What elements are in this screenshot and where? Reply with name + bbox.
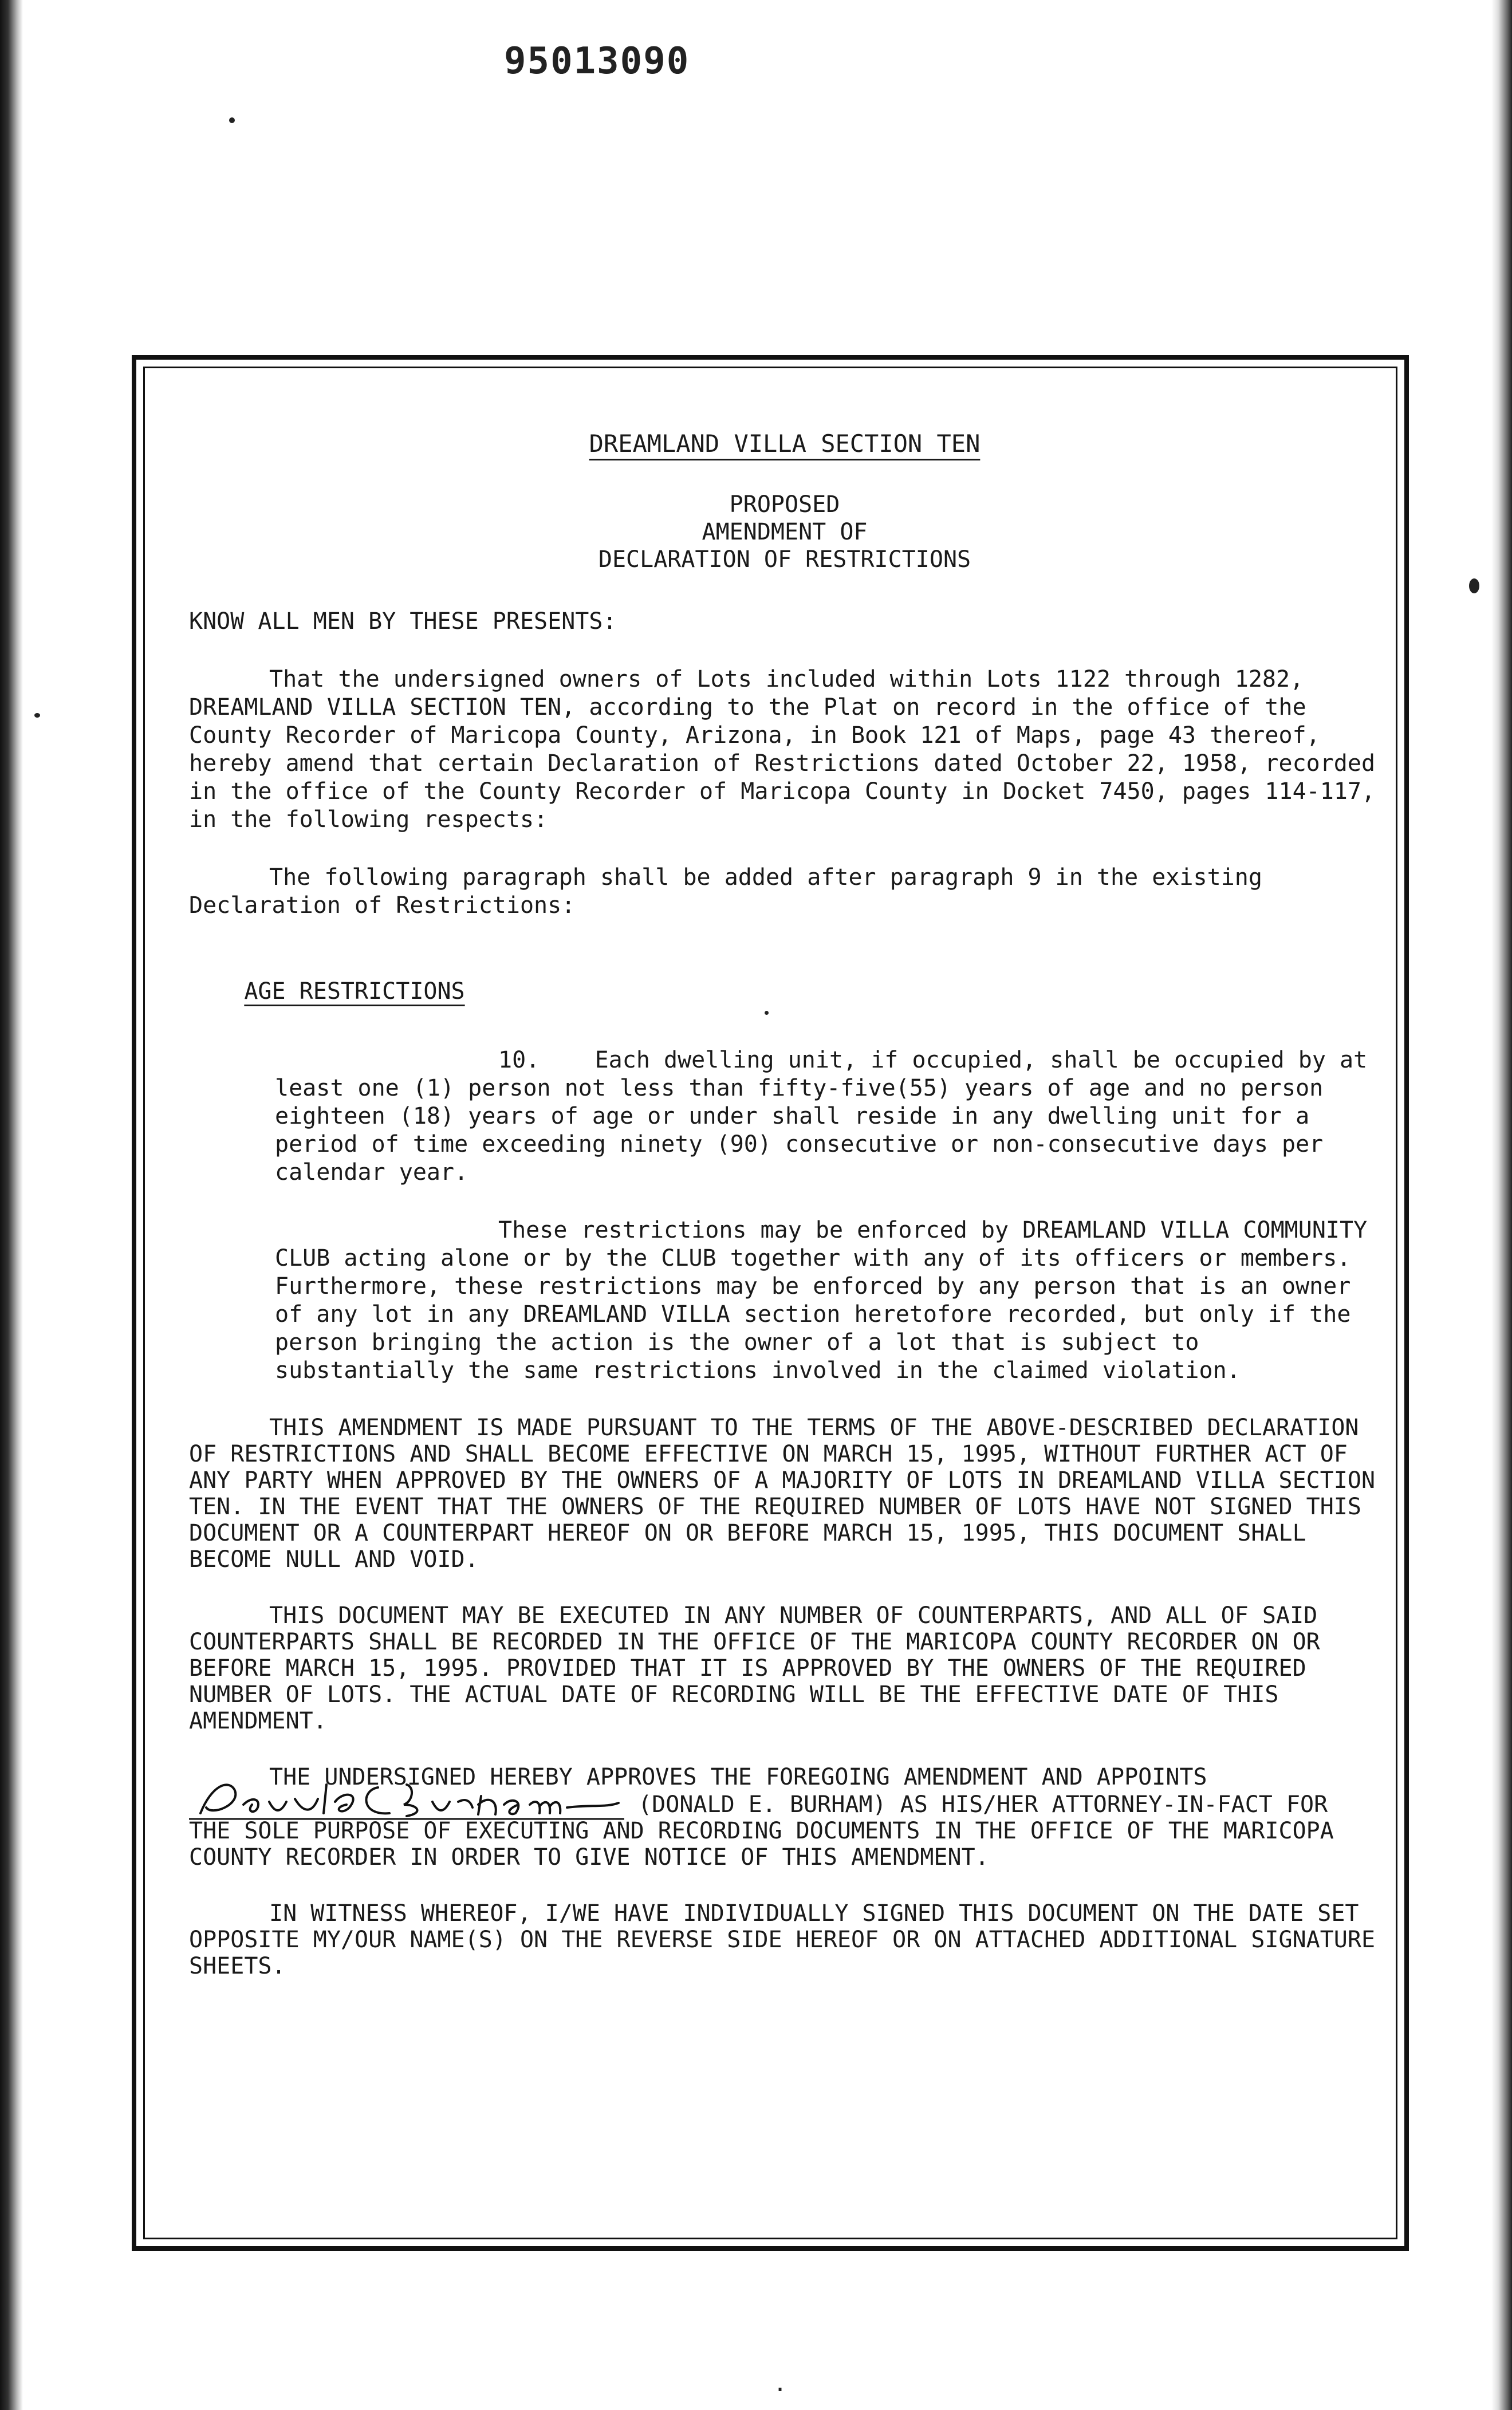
witness-clause: IN WITNESS WHEREOF, I/WE HAVE INDIVIDUALLY SIGNED THIS DOCUMENT ON THE DATE SET OPPOSITE MY/OUR NAME(S) ON THE REVERSE SIDE HEREOF OR ON ATTACHED ADDITIONAL SIGNATURE SHEETS. [189, 1900, 1389, 1979]
document-id-stamp: 95013090 [504, 40, 690, 82]
spacer [189, 1870, 1380, 1900]
heading-line-1: PROPOSED [729, 491, 840, 518]
document-title-text: DREAMLAND VILLA SECTION TEN [589, 430, 981, 458]
spacer [189, 834, 1380, 864]
spacer [189, 1034, 1380, 1046]
section-heading-text: AGE RESTRICTIONS [244, 978, 465, 1005]
spacer [275, 1187, 1380, 1216]
heading-line-2: AMENDMENT OF [702, 519, 868, 545]
spacer [189, 573, 1380, 608]
document-body [189, 430, 1389, 1979]
heading-line-3: DECLARATION OF RESTRICTIONS [598, 546, 971, 573]
signature [189, 1790, 624, 1818]
spacer [189, 1385, 1380, 1415]
document-title [189, 430, 1380, 458]
appointment-text-before: THE UNDERSIGNED HEREBY APPROVES THE FOREGOING AMENDMENT AND APPOINTS [269, 1764, 1207, 1790]
scan-left-shadow [0, 0, 23, 2410]
appointment-text-after: (DONALD E. BURHAM) AS HIS/HER ATTORNEY-IN-FACT FOR THE SOLE PURPOSE OF EXECUTING AND RECORDING DOCUMENTS IN THE OFFICE OF THE MARICOPA COUNTY RECORDER IN ORDER TO GIVE NOTICE OF THIS AMENDMENT. [189, 1791, 1348, 1870]
section-heading [189, 950, 1380, 1034]
added-paragraph-notice: The following paragraph shall be added after paragraph 9 in the existing Declaration of Restrictions: [189, 864, 1276, 919]
counterparts-clause: THIS DOCUMENT MAY BE EXECUTED IN ANY NUMBER OF COUNTERPARTS, AND ALL OF SAID COUNTERPARTS SHALL BE RECORDED IN THE OFFICE OF THE MARICOPA COUNTY RECORDER ON OR BEFORE MARCH 15, 1995. PROVIDED THAT IT IS APPROVED BY THE OWNERS OF THE REQUIRED NUMBER OF LOTS. THE ACTUAL DATE OF RECORDING WILL BE THE EFFECTIVE DATE OF THIS AMENDMENT. [189, 1602, 1334, 1734]
signature-handwriting [189, 1773, 624, 1825]
spacer [189, 1573, 1380, 1602]
effective-date-clause: THIS AMENDMENT IS MADE PURSUANT TO THE TERMS OF THE ABOVE-DESCRIBED DECLARATION OF RESTRICTIONS AND SHALL BECOME EFFECTIVE ON MARCH 15, 1995, WITHOUT FURTHER ACT OF ANY PARTY WHEN APPROVED BY THE OWNERS OF A MAJORITY OF LOTS IN DREAMLAND VILLA SECTION TEN. IN THE EVENT THAT THE OWNERS OF THE REQUIRED NUMBER OF LOTS HAVE NOT SIGNED THIS DOCUMENT OR A COUNTERPART HEREOF ON OR BEFORE MARCH 15, 1995, THIS DOCUMENT SHALL BECOME NULL AND VOID. [189, 1415, 1389, 1573]
scan-speck [229, 117, 235, 123]
attorney-appointment-clause [189, 1764, 1380, 1870]
restriction-paragraph-10: 10. Each dwelling unit, if occupied, shall be occupied by at least one (1) person not less than fifty-five(55) years of age and no person eighteen (18) years of age or under shall reside in any dwelling unit for a period of time exceeding ninety (90) consecutive or non-consecutive days per calendar year. [275, 1047, 1381, 1186]
spacer [189, 1734, 1380, 1764]
spacer [189, 920, 1380, 950]
greeting: KNOW ALL MEN BY THESE PRESENTS: [189, 608, 617, 635]
enforcement-paragraph: These restrictions may be enforced by DREAMLAND VILLA COMMUNITY CLUB acting alone or by the CLUB together with any of its officers or members. Furthermore, these restrictions may be enforced by any person that is an owner of any lot in any DREAMLAND VILLA section heretofore recorded, but only if the person bringing the action is the owner of a lot that is subject to substantially the same restrictions involved in the claimed violation. [275, 1217, 1381, 1384]
scan-speck [1469, 578, 1479, 593]
footer-scan-mark: · [773, 2377, 788, 2403]
restriction-block [275, 1046, 1380, 1385]
intro-paragraph: That the undersigned owners of Lots included within Lots 1122 through 1282, DREAMLAND VILLA SECTION TEN, according to the Plat on record in the office of the County Recorder of Maricopa County, Arizona, in Book 121 of Maps, page 43 thereof, hereby amend that certain Declaration of Restrictions dated October 22, 1958, recorded in the office of the County Recorder of Maricopa County in Docket 7450, pages 114-117, in the following respects: [189, 666, 1389, 833]
scan-right-edge [1491, 0, 1512, 2410]
spacer [189, 636, 1380, 665]
scan-speck [34, 713, 40, 718]
